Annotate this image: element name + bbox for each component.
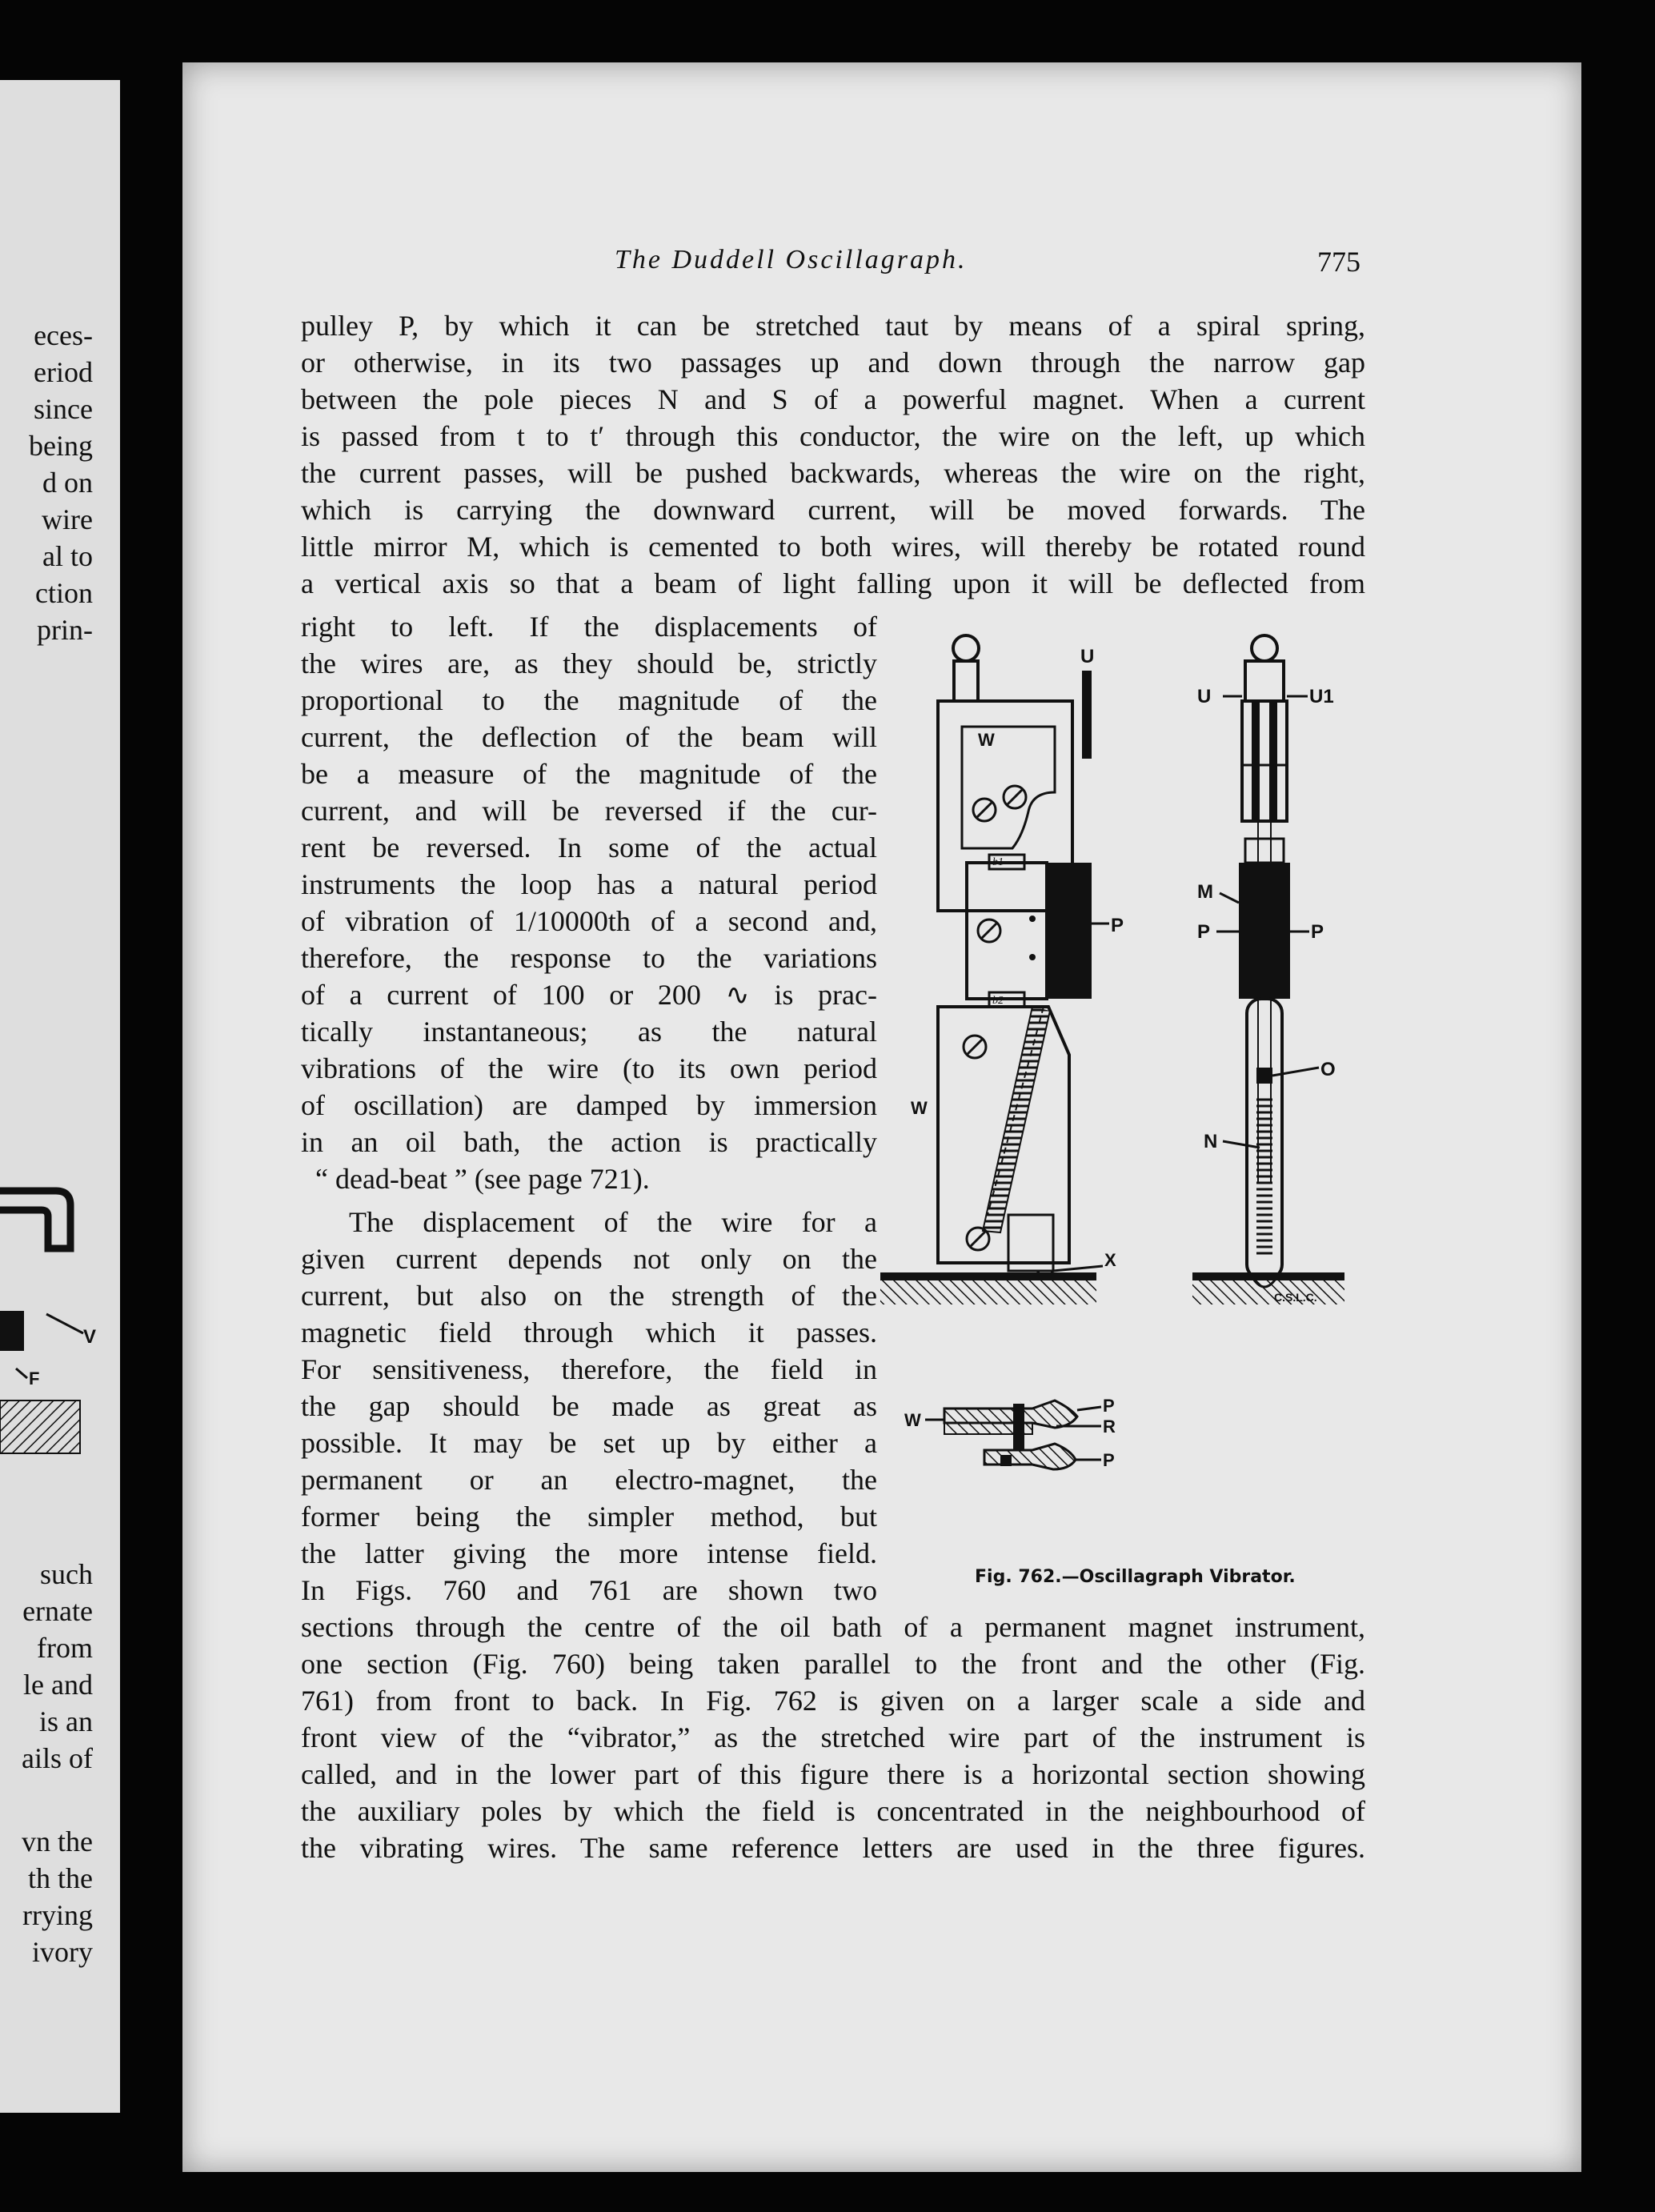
oscillagraph-vibrator-figure	[880, 623, 1376, 1607]
left-page-fragment: ernate	[22, 1595, 93, 1627]
left-page-fragment: ivory	[32, 1936, 93, 1968]
body-line: which is carrying the downward current, will be moved forwards. The	[301, 494, 1365, 526]
body-line: proportional to the magnitude of the	[301, 684, 877, 716]
body-line: in an oil bath, the action is practically	[301, 1126, 877, 1158]
left-page-fragment: wire	[42, 503, 93, 535]
label-u-left: U	[1197, 686, 1212, 707]
body-line: vibrations of the wire (to its own period	[301, 1052, 877, 1084]
left-page-fragment: eces-	[34, 319, 93, 351]
label-w-bottom: W	[911, 1098, 928, 1118]
label-p-section-bottom: P	[1103, 1450, 1115, 1470]
running-head: The Duddell Oscillagraph.	[615, 245, 968, 274]
body-line: permanent or an electro-magnet, the	[301, 1464, 877, 1496]
body-line: front view of the “vibrator,” as the stretched wire part of the instrument is	[301, 1721, 1365, 1753]
body-line: a vertical axis so that a beam of light falling upon it will be deflected from	[301, 567, 1365, 599]
label-o: O	[1320, 1059, 1336, 1080]
left-page-fragment: from	[37, 1632, 93, 1664]
body-line: or otherwise, in its two passages up and down through the narrow gap	[301, 347, 1365, 379]
label-p-right: P	[1311, 921, 1324, 943]
left-page-fragment: prin-	[37, 614, 93, 646]
body-line: instruments the loop has a natural period	[301, 868, 877, 900]
body-line: the latter giving the more intense field.	[301, 1537, 877, 1569]
label-x: X	[1104, 1250, 1116, 1270]
label-p-left: P	[1197, 921, 1211, 943]
side-view	[880, 635, 1124, 1304]
left-page-fragment: eriod	[34, 356, 93, 388]
body-line: pulley P, by which it can be stretched taut by means of a spiral spring,	[301, 310, 1365, 342]
body-line: For sensitiveness, therefore, the field in	[301, 1353, 877, 1385]
left-page-fragment: d on	[42, 467, 93, 499]
body-line: the current passes, will be pushed backwards, whereas the wire on the right,	[301, 457, 1365, 489]
left-page-fragment: such	[40, 1558, 93, 1590]
body-line: therefore, the response to the variations	[301, 942, 877, 974]
body-line: current, the deflection of the beam will	[301, 721, 877, 753]
body-line: former being the simpler method, but	[301, 1501, 877, 1533]
body-line: the wires are, as they should be, strictly	[301, 647, 877, 679]
left-page-fragment: vn the	[22, 1825, 93, 1857]
label-r: R	[1103, 1417, 1116, 1437]
body-line: 761) from front to back. In Fig. 762 is given on a larger scale a side and	[301, 1685, 1365, 1717]
left-label-f: F	[29, 1368, 40, 1389]
left-page-fragment: le and	[23, 1669, 93, 1701]
body-line: the auxiliary poles by which the field is concentrated in the neighbourhood of	[301, 1795, 1365, 1827]
horizontal-section	[904, 1396, 1116, 1470]
body-line: The displacement of the wire for a	[349, 1206, 877, 1238]
left-page-fragment: al to	[42, 540, 93, 572]
left-facing-page	[0, 80, 120, 2113]
body-line: is passed from t to t′ through this conductor, the wire on the left, up which	[301, 420, 1365, 452]
label-u: U	[1080, 646, 1095, 667]
label-m: M	[1197, 881, 1213, 903]
front-view	[1192, 635, 1344, 1304]
left-page-fragment: being	[29, 430, 93, 462]
left-page-fragment: is an	[39, 1705, 93, 1737]
body-line: little mirror M, which is cemented to both wires, will thereby be rotated round	[301, 531, 1365, 563]
left-page-fragment: since	[34, 393, 93, 425]
label-w-top: W	[978, 730, 995, 750]
body-line: of vibration of 1/10000th of a second and,	[301, 905, 877, 937]
label-w-section: W	[904, 1410, 921, 1430]
top-dark-margin	[0, 0, 1655, 62]
body-line: sections through the centre of the oil bath of a permanent magnet instrument,	[301, 1611, 1365, 1643]
body-line: tically instantaneous; as the natural	[301, 1016, 877, 1048]
body-line: In Figs. 760 and 761 are shown two	[301, 1574, 877, 1606]
body-line: given current depends not only on the	[301, 1243, 877, 1275]
body-line: possible. It may be set up by either a	[301, 1427, 877, 1459]
figure-caption: Fig. 762.—Oscillagraph Vibrator.	[975, 1567, 1296, 1587]
body-line: current, and will be reversed if the cur-	[301, 795, 877, 827]
left-page-figure-fragment	[0, 1136, 120, 1473]
label-p-section-top: P	[1103, 1396, 1115, 1416]
label-u1: U1	[1309, 686, 1334, 707]
body-line: called, and in the lower part of this figure there is a horizontal section showing	[301, 1758, 1365, 1790]
body-line: one section (Fig. 760) being taken parallel to the front and the other (Fig.	[301, 1648, 1365, 1680]
body-line: the gap should be made as great as	[301, 1390, 877, 1422]
label-b1: b1	[992, 856, 1004, 868]
body-line: current, but also on the strength of the	[301, 1280, 877, 1312]
body-line: between the pole pieces N and S of a powerful magnet. When a current	[301, 383, 1365, 415]
body-line: of oscillation) are damped by immersion	[301, 1089, 877, 1121]
body-line: of a current of 100 or 200 ∿ is prac-	[301, 979, 877, 1011]
label-p-side: P	[1111, 915, 1124, 936]
body-line: magnetic field through which it passes.	[301, 1316, 877, 1348]
label-b2: b2	[992, 995, 1004, 1007]
body-line: rent be reversed. In some of the actual	[301, 832, 877, 864]
body-line: “ dead-beat ” (see page 721).	[315, 1163, 650, 1195]
body-line: the vibrating wires. The same reference letters are used in the three figures.	[301, 1832, 1365, 1864]
artist-mark: C.S.L.C.	[1274, 1291, 1317, 1304]
body-line: right to left. If the displacements of	[301, 611, 877, 643]
left-page-fragment: rrying	[22, 1899, 93, 1931]
page-number: 775	[1317, 246, 1360, 278]
body-line: be a measure of the magnitude of the	[301, 758, 877, 790]
left-page-fragment: ails of	[22, 1742, 93, 1774]
label-n: N	[1204, 1131, 1218, 1152]
left-page-fragment: th the	[28, 1862, 93, 1894]
left-label-v: V	[83, 1326, 97, 1348]
left-page-fragment: ction	[35, 577, 93, 609]
